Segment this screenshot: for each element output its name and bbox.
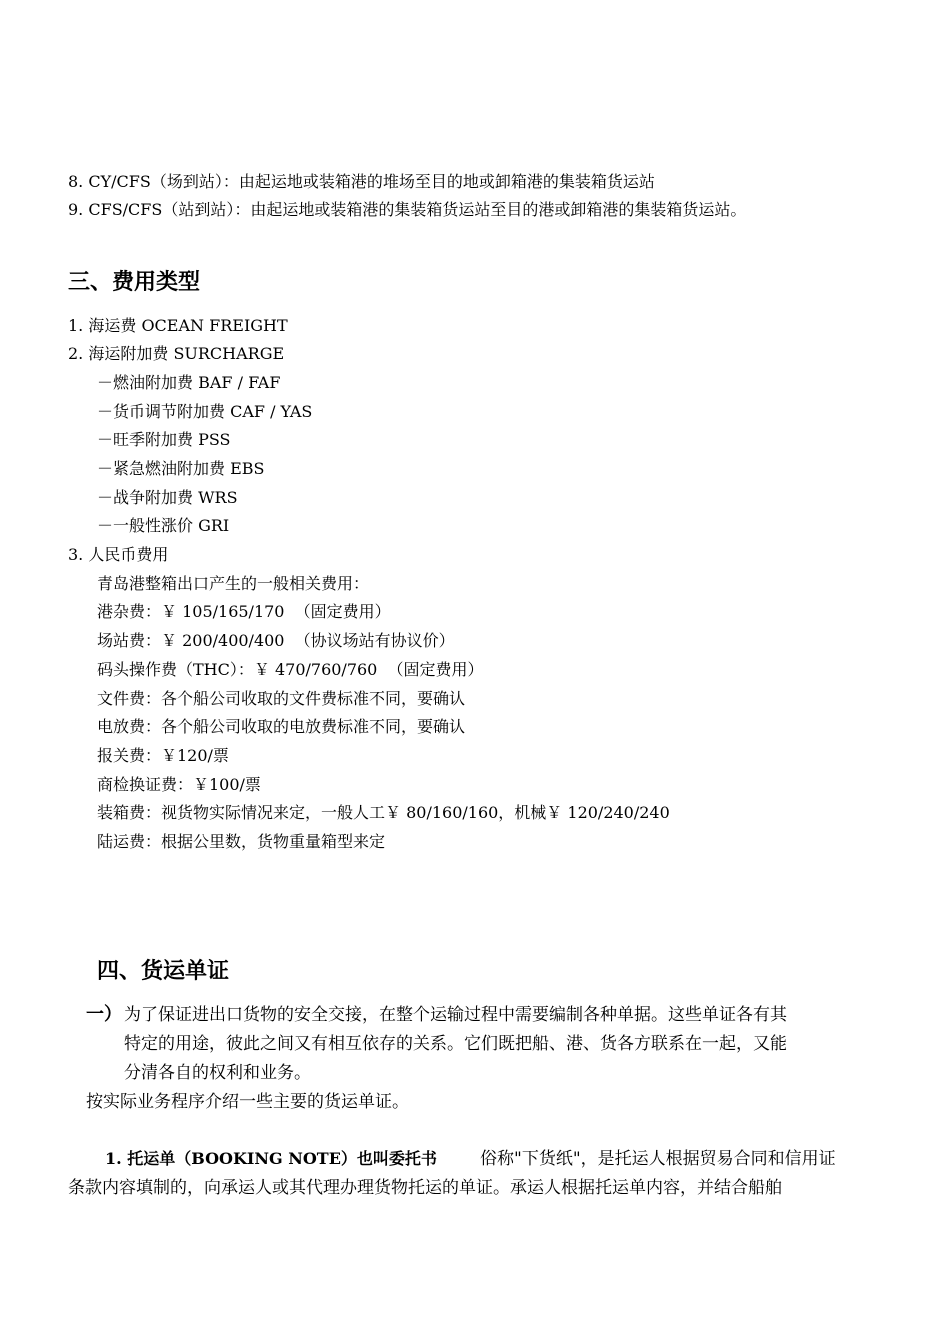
list-item: 场站费：￥ 200/400/400 （协议场站有协议价）: [97, 631, 455, 650]
paragraph-line: 俗称"下货纸"，是托运人根据贸易合同和信用证: [480, 1149, 836, 1169]
list-item: 1. 海运费 OCEAN FREIGHT: [68, 316, 288, 335]
paragraph-line: 按实际业务程序介绍一些主要的货运单证。: [86, 1092, 409, 1112]
list-item: 8. CY/CFS（场到站）：由起运地或装箱港的堆场至目的地或卸箱港的集装箱货运站: [68, 172, 655, 191]
list-item: －战争附加费 WRS: [97, 488, 238, 507]
item-heading-booking-note: 1. 托运单（BOOKING NOTE）也叫委托书: [105, 1149, 437, 1168]
paragraph-line: 特定的用途，彼此之间又有相互依存的关系。它们既把船、港、货各方联系在一起，又能: [124, 1034, 787, 1054]
list-item: 青岛港整箱出口产生的一般相关费用：: [97, 574, 370, 593]
list-item: 9. CFS/CFS（站到站）：由起运地或装箱港的集装箱货运站至目的港或卸箱港的集装箱货运站。: [68, 200, 747, 219]
list-item: 陆运费：根据公里数，货物重量箱型来定: [97, 832, 386, 851]
list-item: 2. 海运附加费 SURCHARGE: [68, 344, 285, 363]
list-item: －燃油附加费 BAF / FAF: [97, 373, 281, 392]
list-item: －一般性涨价 GRI: [97, 516, 230, 535]
section-heading-fee-types: 三、费用类型: [68, 270, 201, 295]
list-item: 码头操作费（THC）：￥ 470/760/760 （固定费用）: [97, 660, 484, 679]
list-item: 装箱费：视货物实际情况来定，一般人工￥ 80/160/160，机械￥ 120/240/240: [97, 803, 670, 822]
paragraph-line: 为了保证进出口货物的安全交接，在整个运输过程中需要编制各种单据。这些单证各有其: [124, 1005, 787, 1025]
list-item: 港杂费：￥ 105/165/170 （固定费用）: [97, 602, 391, 621]
sub-section-marker: 一）: [86, 1004, 122, 1025]
list-item: －旺季附加费 PSS: [97, 430, 231, 449]
paragraph-line: 分清各自的权利和业务。: [124, 1063, 311, 1083]
list-item: 报关费：￥120/票: [97, 746, 229, 765]
list-item: 文件费：各个船公司收取的文件费标准不同，要确认: [97, 689, 466, 708]
list-item: 3. 人民币费用: [68, 545, 169, 564]
list-item: －紧急燃油附加费 EBS: [97, 459, 265, 478]
list-item: 电放费：各个船公司收取的电放费标准不同，要确认: [97, 717, 466, 736]
list-item: －货币调节附加费 CAF / YAS: [97, 402, 313, 421]
list-item: 商检换证费：￥100/票: [97, 775, 261, 794]
paragraph-line: 条款内容填制的，向承运人或其代理办理货物托运的单证。承运人根据托运单内容，并结合船舶: [68, 1178, 782, 1198]
section-heading-shipping-documents: 四、货运单证: [97, 959, 230, 984]
